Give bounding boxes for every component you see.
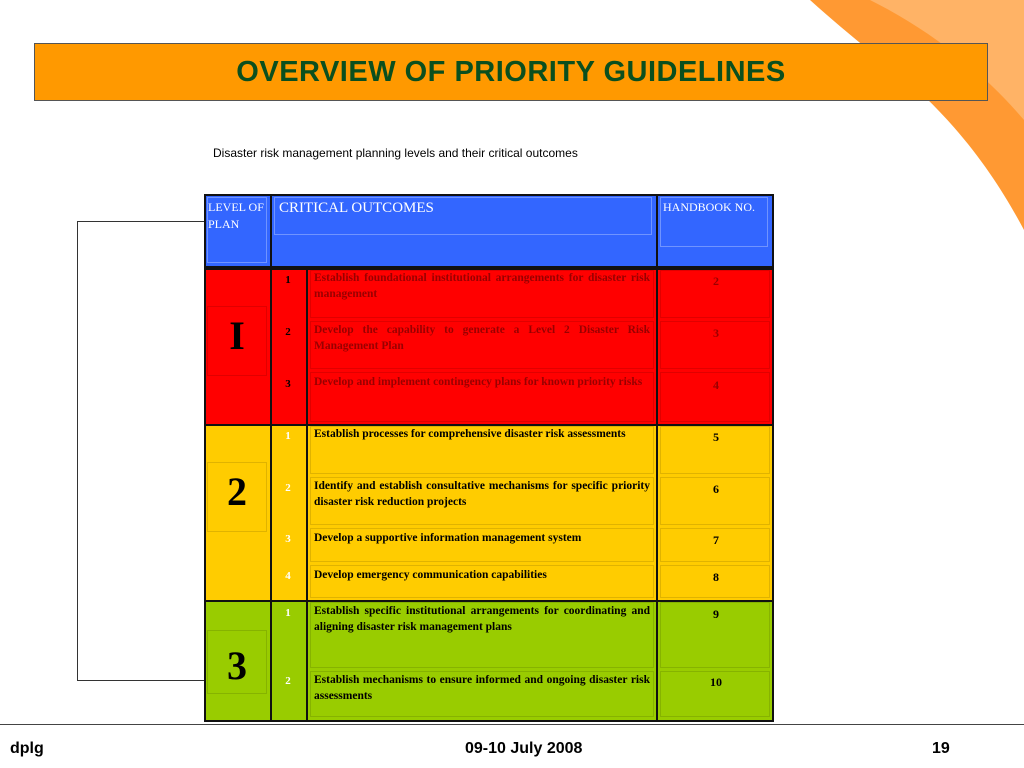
num-column-divider — [306, 600, 308, 722]
row-inner-box — [660, 270, 770, 318]
table-caption: Disaster risk management planning levels and their critical outcomes — [213, 146, 578, 160]
row-inner-box — [660, 372, 770, 422]
level-3-row-1-outcome: Establish specific institutional arrangements for coordinating and aligning disaster risk management plans — [314, 605, 650, 633]
level-i-row-1-outcome: Establish foundational institutional arrangements for disaster risk management — [314, 272, 650, 300]
level-2-row-2-number: 2 — [285, 482, 291, 494]
level-i-row-2-number: 2 — [285, 326, 291, 338]
footer-date: 09-10 July 2008 — [465, 740, 583, 757]
row-inner-box — [310, 372, 654, 422]
level-i-row-3-number: 3 — [285, 378, 291, 390]
row-inner-box — [660, 671, 770, 717]
row-inner-box — [310, 477, 654, 525]
level-2-row-4-handbook: 8 — [713, 570, 719, 584]
level-i-label: I — [229, 313, 245, 358]
num-column-divider — [306, 424, 308, 602]
level-2-row-1-handbook: 5 — [713, 430, 719, 444]
row-inner-box — [310, 270, 654, 318]
row-inner-box — [310, 602, 654, 668]
header-outcomes-label: CRITICAL OUTCOMES — [279, 200, 434, 216]
level-2-row-1-outcome: Establish processes for comprehensive disaster risk assessments — [314, 428, 626, 440]
level-2-row-3-outcome: Develop a supportive information management system — [314, 532, 582, 544]
footer-page-number: 19 — [932, 740, 950, 757]
title-banner — [34, 43, 988, 101]
row-inner-box — [310, 565, 654, 598]
level-2-row-1-number: 1 — [285, 430, 291, 442]
row-inner-box — [660, 565, 770, 598]
priority-table — [204, 194, 774, 722]
row-inner-box — [310, 671, 654, 717]
page-title: OVERVIEW OF PRIORITY GUIDELINES — [236, 55, 786, 88]
level-i-row-2-handbook: 3 — [713, 326, 719, 340]
level-3-row-2-handbook: 10 — [710, 675, 722, 689]
row-inner-box — [660, 477, 770, 525]
level-3-row-1-number: 1 — [285, 607, 291, 619]
level-3-row-1-handbook: 9 — [713, 607, 719, 621]
level-i-row-2-outcome: Develop the capability to generate a Level 2 Disaster Risk Management Plan — [314, 324, 650, 352]
level-2-row-4-outcome: Develop emergency communication capabilities — [314, 569, 547, 581]
row-inner-box — [310, 321, 654, 369]
level-i-row-3-handbook: 4 — [713, 378, 719, 392]
header-level-label: LEVEL OF PLAN — [208, 200, 264, 231]
level-2-row-3-handbook: 7 — [713, 533, 719, 547]
row-inner-box — [660, 528, 770, 562]
row-inner-box — [310, 426, 654, 474]
row-inner-box — [310, 528, 654, 562]
level-2-row-4-number: 4 — [285, 570, 291, 582]
row-inner-box — [660, 426, 770, 474]
level-2-label: 2 — [227, 469, 247, 514]
level-3-label: 3 — [227, 643, 247, 688]
level-i-row-3-outcome: Develop and implement contingency plans for known priority risks — [314, 376, 643, 388]
level-i-row-1-number: 1 — [285, 274, 291, 286]
num-column-divider — [306, 268, 308, 426]
level-3-row-2-number: 2 — [285, 675, 291, 687]
level-2-row-3-number: 3 — [285, 533, 291, 545]
row-inner-box — [660, 602, 770, 668]
level-2-row-2-outcome: Identify and establish consultative mechanisms for specific priority disaster risk reduction projects — [314, 480, 650, 508]
footer-org: dplg — [10, 740, 44, 757]
level-3-row-2-outcome: Establish mechanisms to ensure informed and ongoing disaster risk assessments — [314, 674, 650, 702]
bracket-line — [77, 221, 205, 681]
level-2-row-2-handbook: 6 — [713, 482, 719, 496]
header-handbook-label: HANDBOOK NO. — [663, 200, 755, 214]
level-i-row-1-handbook: 2 — [713, 274, 719, 288]
row-inner-box — [660, 321, 770, 369]
footer-divider — [0, 724, 1024, 725]
